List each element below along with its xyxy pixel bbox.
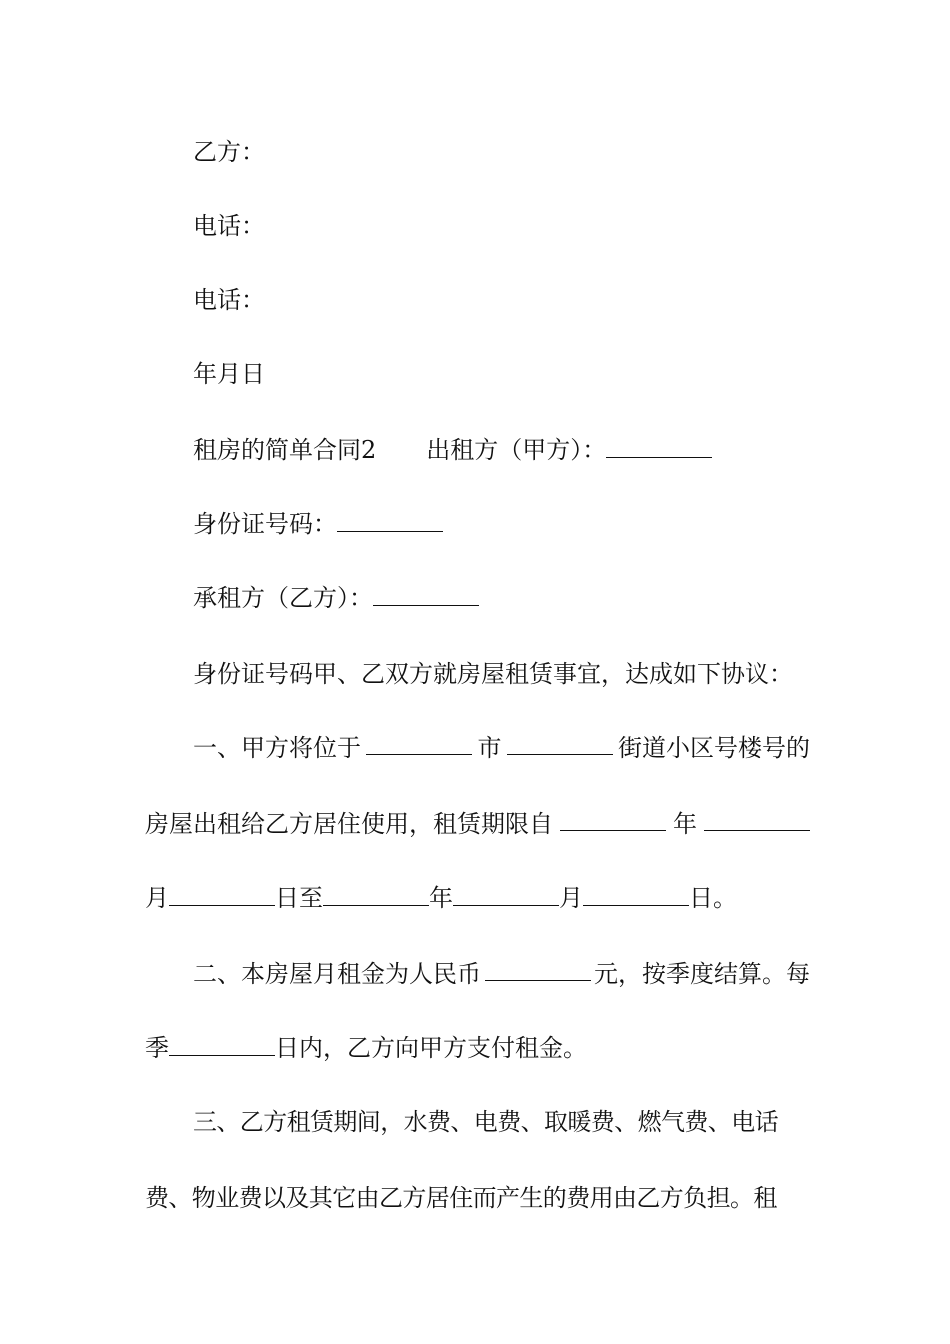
- blank: [453, 883, 559, 906]
- lessee-blank: [373, 583, 479, 606]
- blank: [169, 1033, 275, 1056]
- blank: [560, 808, 666, 831]
- clause-2-line-1: [193, 958, 810, 990]
- clause-text: 日。: [689, 884, 737, 912]
- lessor-label: 出租方（甲方）：: [426, 436, 607, 464]
- blank: [169, 883, 275, 906]
- title-lessor-line: [193, 434, 810, 466]
- clause-text: 年: [673, 810, 697, 838]
- clause-text: 一、甲方将位于: [193, 734, 361, 762]
- clause-text: 月: [559, 884, 583, 912]
- blank: [323, 883, 429, 906]
- intro-paragraph: 身份证号码甲、乙双方就房屋租赁事宜，达成如下协议：: [193, 660, 793, 688]
- id-number-line: [193, 508, 810, 540]
- clause-text: 日至: [275, 884, 323, 912]
- clause-text: 街道小区号楼号的: [618, 734, 810, 762]
- clause-1-line-1: [193, 732, 810, 764]
- contract-title: 租房的简单合同2: [193, 436, 377, 464]
- blank: [704, 808, 810, 831]
- date-line: 年月日: [193, 360, 265, 388]
- blank: [485, 958, 591, 981]
- clause-text: 二、本房屋月租金为人民币: [193, 960, 481, 988]
- id-number-blank: [337, 509, 443, 532]
- blank: [507, 732, 613, 755]
- party-b-label: 乙方：: [193, 138, 265, 166]
- clause-3-line-2: 费、物业费以及其它由乙方居住而产生的费用由乙方负担。租: [145, 1184, 777, 1212]
- blank: [583, 883, 689, 906]
- lessor-blank: [606, 435, 712, 458]
- clause-text: 元，按季度结算。每: [594, 960, 810, 988]
- clause-text: 季: [145, 1034, 169, 1062]
- clause-text: 房屋出租给乙方居住使用，租赁期限自: [145, 810, 553, 838]
- phone-label: 电话：: [193, 212, 265, 240]
- clause-text: 年: [429, 884, 453, 912]
- clause-text: 市: [477, 734, 502, 762]
- clause-1-line-2: [145, 808, 810, 840]
- clause-text: 日内，乙方向甲方支付租金。: [275, 1034, 587, 1062]
- clause-1-line-3: [145, 882, 810, 914]
- clause-3-line-1: 三、乙方租赁期间，水费、电费、取暖费、燃气费、电话: [193, 1108, 778, 1136]
- phone-label: 电话：: [193, 286, 265, 314]
- clause-text: 月: [145, 884, 169, 912]
- blank: [366, 732, 472, 755]
- lessee-line: [193, 582, 810, 614]
- lessee-label: 承租方（乙方）：: [193, 584, 373, 612]
- clause-2-line-2: [145, 1032, 810, 1064]
- id-number-label: 身份证号码：: [193, 510, 337, 538]
